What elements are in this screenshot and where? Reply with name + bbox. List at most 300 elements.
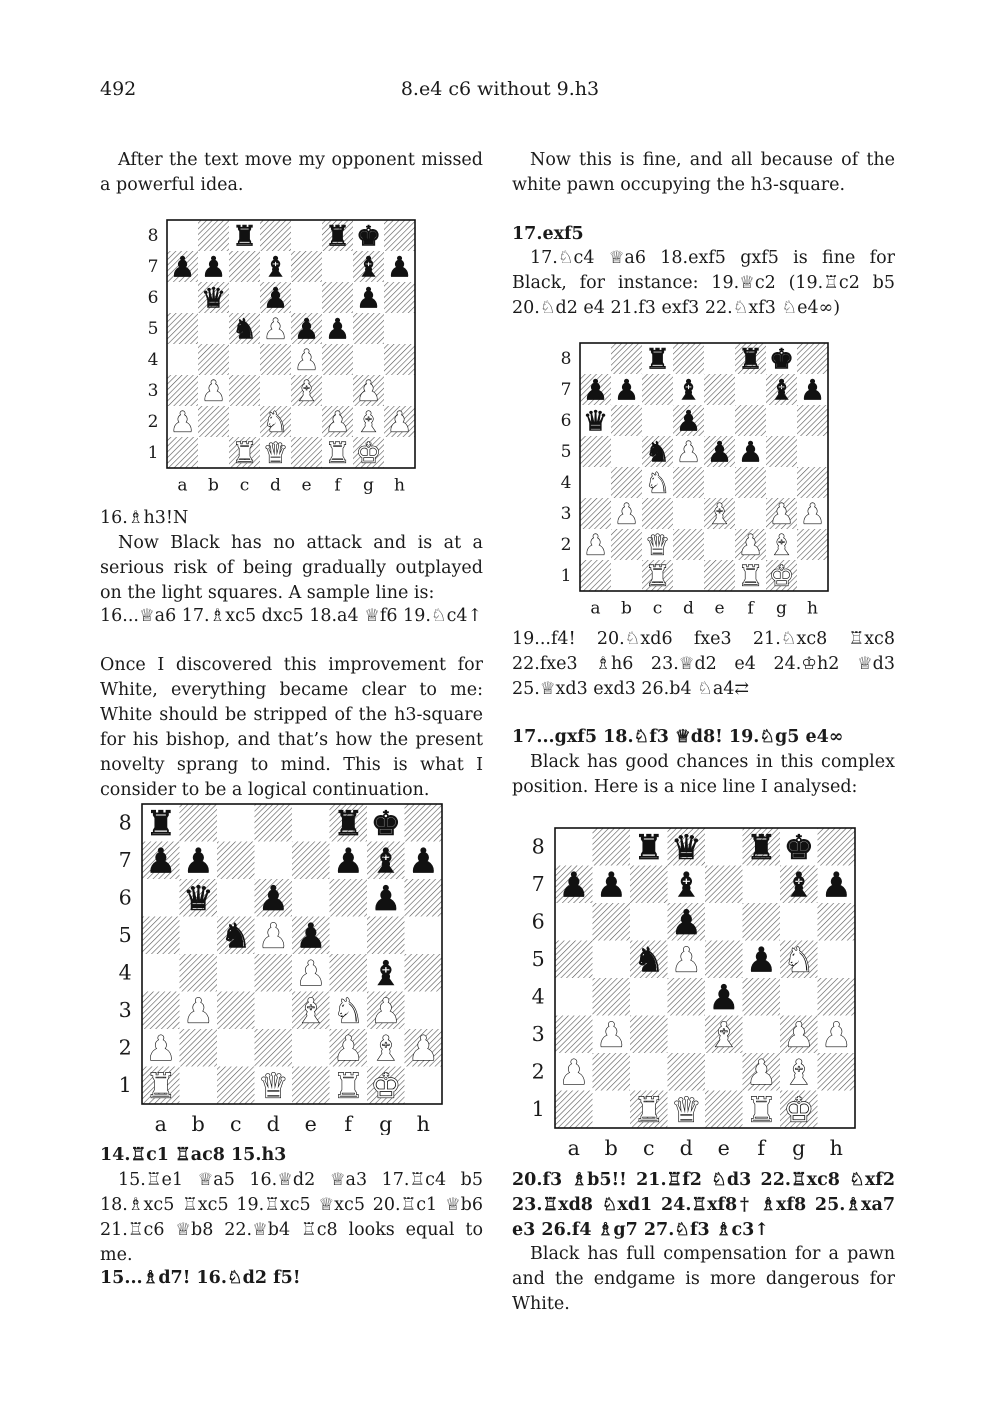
black-rook-f8: ♜	[324, 219, 351, 253]
board-square-e2	[705, 1053, 743, 1091]
white-pawn-h3: ♟	[821, 1015, 852, 1055]
board-square-h5	[797, 436, 828, 467]
board-square-b6	[611, 405, 642, 436]
black-knight-c5: ♞	[231, 312, 258, 346]
board-square-g6	[766, 405, 797, 436]
left-sample-line: 16...♕a6 17.♗xc5 dxc5 18.a4 ♕f6 19.♘c4↑	[100, 606, 483, 626]
black-pawn-b7: ♟	[596, 865, 627, 905]
board-square-c3	[229, 375, 260, 406]
board-square-a8	[555, 828, 593, 866]
rank-label: 6	[118, 885, 132, 910]
white-bishop-e3: ♝	[293, 374, 320, 408]
black-pawn-d6: ♟	[262, 281, 289, 315]
board-square-c7	[229, 251, 260, 282]
rank-label: 2	[118, 1035, 132, 1060]
board-square-c6	[630, 903, 668, 941]
black-pawn-b7: ♟	[200, 250, 227, 284]
white-pawn-h2: ♟	[386, 405, 413, 439]
white-bishop-g2: ♝	[370, 1028, 401, 1068]
file-label: c	[642, 1136, 655, 1160]
board-square-h8	[797, 343, 828, 374]
board-square-e1	[291, 437, 322, 468]
white-pawn-d5: ♟	[262, 312, 289, 346]
board-square-f6	[322, 282, 353, 313]
black-rook-f8: ♜	[333, 803, 364, 843]
file-label: d	[266, 1112, 280, 1135]
right-paragraph-1: Now this is fine, and all because of the white pawn occupying the h3-square.	[512, 150, 895, 195]
file-label: h	[394, 475, 405, 496]
board-square-e8	[291, 220, 322, 251]
board-square-c4	[229, 344, 260, 375]
white-bishop-g2: ♝	[783, 1052, 814, 1092]
white-rook-c1: ♜	[633, 1090, 664, 1130]
white-king-g1: ♚	[768, 559, 795, 593]
rank-label: 2	[560, 535, 572, 556]
file-label: b	[191, 1112, 205, 1135]
white-bishop-e3: ♝	[706, 497, 733, 531]
board-square-a4	[142, 954, 180, 992]
file-label: b	[208, 475, 219, 496]
white-pawn-d5: ♟	[258, 916, 289, 956]
board-square-g6	[780, 903, 818, 941]
black-rook-f8: ♜	[746, 827, 777, 867]
rank-label: 7	[560, 380, 572, 401]
board-square-f4	[743, 978, 781, 1016]
white-bishop-g2: ♝	[768, 528, 795, 562]
file-label: a	[590, 598, 601, 619]
board-square-e6	[705, 903, 743, 941]
board-square-c3	[217, 992, 255, 1030]
board-square-d3	[668, 1016, 706, 1054]
white-pawn-f2: ♟	[333, 1028, 364, 1068]
board-square-e6	[704, 405, 735, 436]
board-square-d3	[255, 992, 293, 1030]
black-pawn-f5: ♟	[737, 435, 764, 469]
board-square-h2	[797, 529, 828, 560]
white-pawn-h3: ♟	[799, 497, 826, 531]
rank-label: 7	[531, 872, 545, 896]
board-square-a3	[142, 992, 180, 1030]
white-pawn-a2: ♟	[558, 1052, 589, 1092]
white-pawn-d5: ♟	[675, 435, 702, 469]
board-square-b5	[180, 917, 218, 955]
black-pawn-h7: ♟	[408, 841, 439, 881]
file-label: g	[792, 1136, 806, 1160]
white-rook-a1: ♜	[145, 1066, 176, 1106]
board-square-b8	[611, 343, 642, 374]
board-square-b4	[180, 954, 218, 992]
rank-label: 1	[560, 566, 572, 587]
black-queen-d8: ♛	[671, 827, 702, 867]
file-label: h	[416, 1112, 430, 1135]
board-square-b8	[198, 220, 229, 251]
black-pawn-d6: ♟	[671, 902, 702, 942]
board-square-f6	[743, 903, 781, 941]
white-queen-d1: ♛	[262, 436, 289, 470]
left-move-1: 16.♗h3!N	[100, 508, 189, 528]
rank-label: 3	[560, 504, 572, 525]
white-pawn-b3: ♟	[200, 374, 227, 408]
board-square-h1	[405, 1067, 443, 1105]
board-square-a5	[167, 313, 198, 344]
black-pawn-e4: ♟	[708, 977, 739, 1017]
board-square-b5	[593, 941, 631, 979]
board-square-h1	[797, 560, 828, 591]
rank-label: 5	[118, 923, 132, 947]
rank-label: 1	[147, 443, 159, 464]
black-pawn-e5: ♟	[706, 435, 733, 469]
page-number: 492	[100, 78, 137, 100]
board-square-b6	[593, 903, 631, 941]
black-bishop-g7: ♝	[768, 373, 795, 407]
file-label: h	[807, 598, 818, 619]
white-pawn-f2: ♟	[737, 528, 764, 562]
white-pawn-g3: ♟	[783, 1015, 814, 1055]
black-bishop-g4: ♝	[370, 953, 401, 993]
rank-label: 2	[147, 412, 159, 433]
board-square-a3	[580, 498, 611, 529]
board-square-b1	[593, 1091, 631, 1129]
black-pawn-h7: ♟	[821, 865, 852, 905]
right-paragraph-5: 20.f3 ♗b5!! 21.♖f2 ♘d3 22.♖xc8 ♘xf2 23.♖xd8 ♘xd1 24.♖xf8† ♗xf8 25.♗xa7 e3 26.f4 ♗g7 27.♘f3 ♗c3↑	[512, 1170, 895, 1240]
white-king-g1: ♚	[355, 436, 382, 470]
board-square-a5	[555, 941, 593, 979]
board-square-a1	[167, 437, 198, 468]
board-square-e4	[704, 467, 735, 498]
board-square-c2	[229, 406, 260, 437]
board-square-a3	[167, 375, 198, 406]
board-square-e2	[704, 529, 735, 560]
board-square-c3	[630, 1016, 668, 1054]
black-knight-c5: ♞	[633, 940, 664, 980]
board-square-d3	[673, 498, 704, 529]
board-square-f6	[735, 405, 766, 436]
board-square-a4	[580, 467, 611, 498]
chess-diagram-3	[550, 341, 835, 621]
board-square-h6	[797, 405, 828, 436]
white-king-g1: ♚	[783, 1090, 814, 1130]
board-square-g5	[367, 917, 405, 955]
black-rook-f8: ♜	[737, 342, 764, 376]
board-square-c7	[217, 842, 255, 880]
board-square-c7	[642, 374, 673, 405]
board-square-f3	[743, 1016, 781, 1054]
white-pawn-g3: ♟	[768, 497, 795, 531]
file-label: a	[567, 1136, 580, 1160]
black-knight-c5: ♞	[220, 916, 251, 956]
rank-label: 2	[531, 1059, 545, 1084]
white-pawn-b3: ♟	[596, 1015, 627, 1055]
black-pawn-e5: ♟	[295, 916, 326, 956]
file-label: g	[379, 1112, 393, 1135]
board-square-e8	[704, 343, 735, 374]
file-label: c	[652, 598, 663, 619]
file-label: f	[344, 1112, 353, 1135]
board-square-h6	[818, 903, 856, 941]
rank-label: 5	[147, 319, 159, 340]
board-square-h4	[405, 954, 443, 992]
black-pawn-f5: ♟	[746, 940, 777, 980]
board-square-h4	[797, 467, 828, 498]
black-pawn-g6: ♟	[355, 281, 382, 315]
board-square-a6	[142, 879, 180, 917]
rank-label: 3	[147, 381, 159, 402]
file-label: e	[304, 1112, 317, 1135]
board-square-d7	[255, 842, 293, 880]
board-square-g4	[766, 467, 797, 498]
file-label: a	[177, 475, 188, 496]
black-pawn-a7: ♟	[582, 373, 609, 407]
black-pawn-h7: ♟	[799, 373, 826, 407]
black-king-g8: ♚	[768, 342, 795, 376]
board-square-f7	[322, 251, 353, 282]
rank-label: 4	[531, 984, 545, 1009]
board-square-h1	[384, 437, 415, 468]
right-paragraph-4: Black has good chances in this complex position. Here is a nice line I analysed:	[512, 752, 895, 797]
white-knight-d2: ♞	[262, 405, 289, 439]
black-pawn-b7: ♟	[183, 841, 214, 881]
chess-diagram-1	[135, 218, 420, 498]
black-bishop-d7: ♝	[262, 250, 289, 284]
rank-label: 6	[531, 909, 545, 934]
rank-label: 8	[560, 349, 572, 370]
board-square-h2	[818, 1053, 856, 1091]
rank-label: 8	[147, 226, 159, 247]
board-square-b4	[611, 467, 642, 498]
board-square-e2	[291, 406, 322, 437]
rank-label: 4	[147, 350, 159, 371]
board-square-a1	[580, 560, 611, 591]
white-king-g1: ♚	[370, 1066, 401, 1106]
white-pawn-a2: ♟	[169, 405, 196, 439]
rank-label: 4	[560, 473, 572, 494]
board-square-b2	[180, 1029, 218, 1067]
board-square-h6	[405, 879, 443, 917]
white-pawn-b3: ♟	[613, 497, 640, 531]
white-rook-c1: ♜	[231, 436, 258, 470]
board-square-c7	[630, 866, 668, 904]
board-square-d4	[255, 954, 293, 992]
rank-label: 1	[531, 1097, 545, 1121]
board-square-d8	[255, 804, 293, 842]
board-square-f3	[735, 498, 766, 529]
white-rook-f1: ♜	[737, 559, 764, 593]
board-square-b5	[198, 313, 229, 344]
right-move-2: 17...gxf5 18.♘f3 ♕d8! 19.♘g5 e4∞	[512, 727, 844, 747]
board-square-a8	[580, 343, 611, 374]
board-square-c4	[630, 978, 668, 1016]
black-king-g8: ♚	[783, 827, 814, 867]
board-square-a8	[167, 220, 198, 251]
white-pawn-a2: ♟	[145, 1028, 176, 1068]
board-square-e7	[705, 866, 743, 904]
file-label: g	[363, 475, 374, 496]
black-pawn-a7: ♟	[169, 250, 196, 284]
board-square-g5	[766, 436, 797, 467]
right-move-1: 17.exf5	[512, 224, 584, 244]
left-paragraph-2: Now Black has no attack and is at a serious risk of being gradually outplayed on the light squares. A sample line is:	[100, 533, 483, 603]
rank-label: 8	[118, 810, 132, 835]
board-square-e6	[291, 282, 322, 313]
white-pawn-d5: ♟	[671, 940, 702, 980]
rank-label: 7	[147, 257, 159, 278]
rank-label: 6	[560, 411, 572, 432]
board-square-a4	[167, 344, 198, 375]
board-square-h3	[384, 375, 415, 406]
board-square-e2	[292, 1029, 330, 1067]
right-paragraph-6: Black has full compensation for a pawn and the endgame is more dangerous for White.	[512, 1244, 895, 1314]
left-paragraph-3: Once I discovered this improvement for White, everything became clear to me: White should be stripped of the h3-square for his bishop, and that’s how the present novelty sprang to mind. This is what I consider to be a logical continuation.	[100, 655, 483, 800]
rank-label: 4	[118, 960, 132, 985]
board-square-f4	[322, 344, 353, 375]
board-square-g5	[353, 313, 384, 344]
file-label: e	[714, 598, 725, 619]
board-square-d4	[673, 467, 704, 498]
board-square-c2	[630, 1053, 668, 1091]
board-square-e1	[704, 560, 735, 591]
rank-label: 1	[118, 1073, 132, 1097]
board-square-h1	[818, 1091, 856, 1129]
white-knight-f3: ♞	[333, 991, 364, 1031]
file-label: b	[604, 1136, 618, 1160]
board-square-h8	[384, 220, 415, 251]
white-bishop-g2: ♝	[355, 405, 382, 439]
board-square-f6	[330, 879, 368, 917]
board-square-b2	[611, 529, 642, 560]
black-queen-a6: ♛	[582, 404, 609, 438]
board-square-e7	[292, 842, 330, 880]
white-pawn-h2: ♟	[408, 1028, 439, 1068]
board-square-b4	[198, 344, 229, 375]
black-pawn-f5: ♟	[324, 312, 351, 346]
white-pawn-e4: ♟	[295, 953, 326, 993]
board-square-a6	[167, 282, 198, 313]
board-square-h8	[405, 804, 443, 842]
black-pawn-a7: ♟	[558, 865, 589, 905]
black-rook-a8: ♜	[145, 803, 176, 843]
black-bishop-d7: ♝	[671, 865, 702, 905]
black-queen-b6: ♛	[200, 281, 227, 315]
board-square-e8	[705, 828, 743, 866]
file-label: f	[757, 1136, 766, 1160]
black-bishop-g7: ♝	[370, 841, 401, 881]
black-bishop-d7: ♝	[675, 373, 702, 407]
board-square-c4	[217, 954, 255, 992]
chess-diagram-2	[105, 802, 445, 1135]
file-label: c	[229, 1112, 242, 1135]
black-pawn-d6: ♟	[675, 404, 702, 438]
rank-label: 6	[147, 288, 159, 309]
board-square-b1	[180, 1067, 218, 1105]
left-paragraph-4: 15.♖e1 ♕a5 16.♕d2 ♕a3 17.♖c4 b5 18.♗xc5 ♖xc5 19.♖xc5 ♕xc5 20.♖c1 ♕b6 21.♖c6 ♕b8 22.♕b4 ♖c8 looks equal to me.	[100, 1170, 483, 1265]
rank-label: 7	[118, 848, 132, 872]
black-bishop-g7: ♝	[783, 865, 814, 905]
black-pawn-a7: ♟	[145, 841, 176, 881]
chess-diagram-4	[520, 826, 860, 1161]
black-knight-c5: ♞	[644, 435, 671, 469]
file-label: f	[747, 598, 754, 619]
right-paragraph-2: 17.♘c4 ♕a6 18.exf5 gxf5 is fine for Black, for instance: 19.♕c2 (19.♖c2 b5 20.♘d2 e4 21.f3 exf3 22.♘xf3 ♘e4∞)	[512, 248, 895, 318]
board-square-a3	[555, 1016, 593, 1054]
black-king-g8: ♚	[370, 803, 401, 843]
board-square-c6	[229, 282, 260, 313]
black-pawn-g6: ♟	[370, 878, 401, 918]
board-square-d8	[673, 343, 704, 374]
board-square-f3	[322, 375, 353, 406]
board-square-f4	[330, 954, 368, 992]
board-square-d3	[260, 375, 291, 406]
board-square-h6	[384, 282, 415, 313]
board-square-g4	[780, 978, 818, 1016]
board-square-h5	[405, 917, 443, 955]
black-pawn-f7: ♟	[333, 841, 364, 881]
board-square-d2	[668, 1053, 706, 1091]
board-square-e6	[292, 879, 330, 917]
board-square-h4	[384, 344, 415, 375]
white-rook-f1: ♜	[324, 436, 351, 470]
white-queen-c2: ♛	[644, 528, 671, 562]
white-knight-c4: ♞	[644, 466, 671, 500]
file-label: e	[717, 1136, 730, 1160]
board-square-c6	[217, 879, 255, 917]
white-pawn-f2: ♟	[324, 405, 351, 439]
board-square-b4	[593, 978, 631, 1016]
file-label: h	[829, 1136, 843, 1160]
rank-label: 5	[531, 947, 545, 971]
black-pawn-h7: ♟	[386, 250, 413, 284]
white-rook-c1: ♜	[644, 559, 671, 593]
file-label: e	[301, 475, 312, 496]
board-square-a6	[555, 903, 593, 941]
left-move-2: 14.♖c1 ♖ac8 15.h3	[100, 1145, 287, 1165]
white-rook-f1: ♜	[333, 1066, 364, 1106]
board-square-e7	[704, 374, 735, 405]
board-square-c8	[217, 804, 255, 842]
board-square-d4	[260, 344, 291, 375]
black-pawn-e5: ♟	[293, 312, 320, 346]
white-pawn-g3: ♟	[355, 374, 382, 408]
board-square-d4	[668, 978, 706, 1016]
board-square-a5	[580, 436, 611, 467]
file-label: d	[270, 475, 281, 496]
file-label: g	[776, 598, 787, 619]
board-square-f7	[743, 866, 781, 904]
board-square-f4	[735, 467, 766, 498]
rank-label: 3	[531, 1022, 545, 1046]
board-square-h4	[818, 978, 856, 1016]
board-square-c1	[217, 1067, 255, 1105]
board-square-f5	[330, 917, 368, 955]
black-queen-b6: ♛	[183, 878, 214, 918]
board-square-h3	[405, 992, 443, 1030]
board-square-b1	[198, 437, 229, 468]
white-queen-d1: ♛	[258, 1066, 289, 1106]
board-square-h8	[818, 828, 856, 866]
right-paragraph-3: 19...f4! 20.♘xd6 fxe3 21.♘xc8 ♖xc8 22.fxe3 ♗h6 23.♕d2 e4 24.♔h2 ♕d3 25.♕xd3 exd3 26.b4 ♘a4⇄	[512, 629, 895, 699]
black-bishop-g7: ♝	[355, 250, 382, 284]
black-king-g8: ♚	[355, 219, 382, 253]
file-label: d	[679, 1136, 693, 1160]
board-square-e7	[291, 251, 322, 282]
black-rook-c8: ♜	[644, 342, 671, 376]
board-square-h5	[384, 313, 415, 344]
white-pawn-a2: ♟	[582, 528, 609, 562]
board-square-c6	[642, 405, 673, 436]
white-rook-f1: ♜	[746, 1090, 777, 1130]
black-pawn-b7: ♟	[613, 373, 640, 407]
board-square-e1	[292, 1067, 330, 1105]
white-pawn-b3: ♟	[183, 991, 214, 1031]
